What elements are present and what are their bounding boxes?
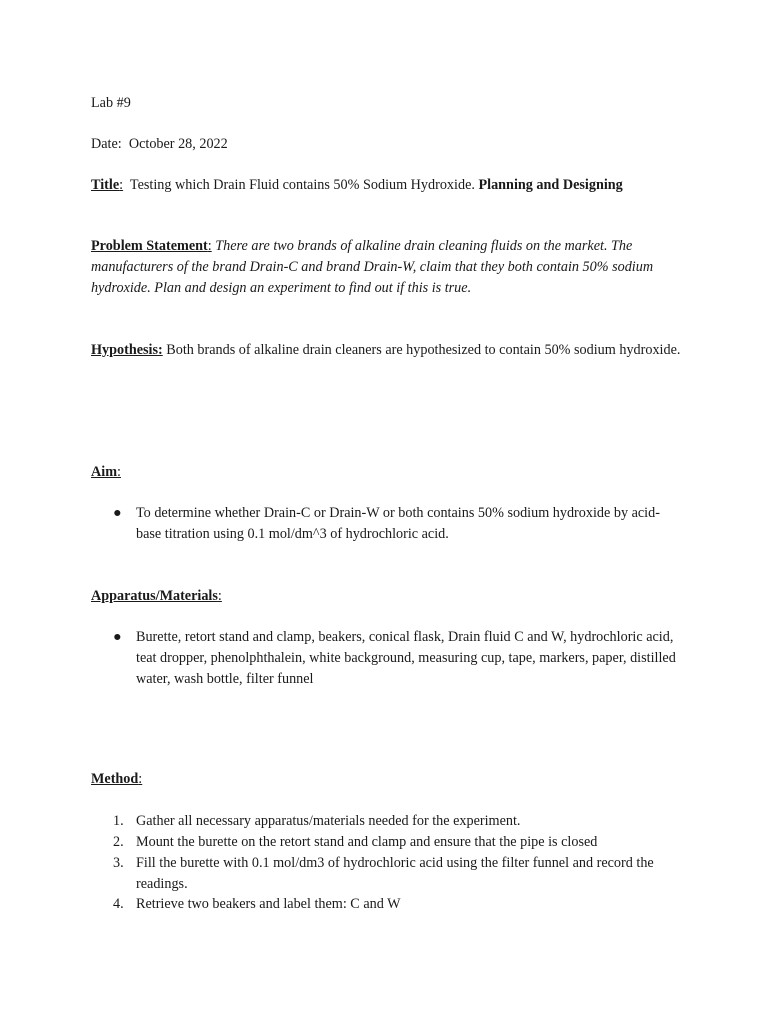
problem-text: There are two brands of alkaline drain cleaning fluids on the market. The manufacturers of the brand Drain-C and brand Drain-W, claim that they both contain 50% sodium hydroxide. Plan and design an experiment to find out if this is true. [91, 238, 654, 296]
method-step-text: Gather all necessary apparatus/materials needed for the experiment. [136, 813, 521, 829]
aim-item: To determine whether Drain-C or Drain-W or both contains 50% sodium hydroxide by acid-base titration using 0.1 mol/dm^3 of hydrochloric acid. [136, 505, 660, 542]
apparatus-item: Burette, retort stand and clamp, beakers, conical flask, Drain fluid C and W, hydrochloric acid, teat dropper, phenolphthalein, white background, measuring cup, tape, markers, paper, distilled water, wash bottle, filter funnel [136, 629, 676, 687]
date-value: October 28, 2022 [128, 136, 228, 152]
aim-heading [91, 462, 121, 483]
title-text: Testing which Drain Fluid contains 50% Sodium Hydroxide. [129, 177, 475, 193]
title-line [91, 175, 623, 196]
method-heading [91, 769, 142, 790]
title-colon: : [119, 177, 124, 193]
problem-colon: : [207, 238, 212, 254]
hypothesis [91, 340, 681, 361]
method-step-text: Retrieve two beakers and label them: C and W [136, 896, 401, 912]
date-label: Date: [91, 136, 122, 152]
apparatus-heading [91, 586, 222, 607]
method-step-text: Mount the burette on the retort stand and clamp and ensure that the pipe is closed [136, 834, 598, 850]
aim-colon: : [117, 464, 121, 480]
method-step-number: 2. [113, 834, 124, 850]
method-step-text: Fill the burette with 0.1 mol/dm3 of hydrochloric acid using the filter funnel and record the readings. [136, 855, 654, 892]
date-line [91, 134, 228, 155]
method-label: Method [91, 771, 139, 787]
hypothesis-text: Both brands of alkaline drain cleaners are hypothesized to contain 50% sodium hydroxide. [166, 342, 681, 358]
aim-bullet: ● [113, 505, 122, 521]
method-step-number: 3. [113, 855, 124, 871]
apparatus-bullet: ● [113, 629, 122, 645]
apparatus-colon: : [217, 588, 222, 604]
title-label: Title [91, 177, 120, 193]
aim-label: Aim [91, 464, 118, 480]
method-step-number: 4. [113, 896, 124, 912]
hypothesis-label: Hypothesis: [91, 342, 163, 358]
method-colon: : [138, 771, 143, 787]
problem-label: Problem Statement [91, 238, 208, 254]
title-bold-suffix: Planning and Designing [478, 177, 623, 193]
method-step-number: 1. [113, 813, 124, 829]
problem-statement [91, 236, 681, 299]
apparatus-label: Apparatus/Materials [91, 588, 218, 604]
lab-number: Lab #9 [91, 95, 131, 111]
